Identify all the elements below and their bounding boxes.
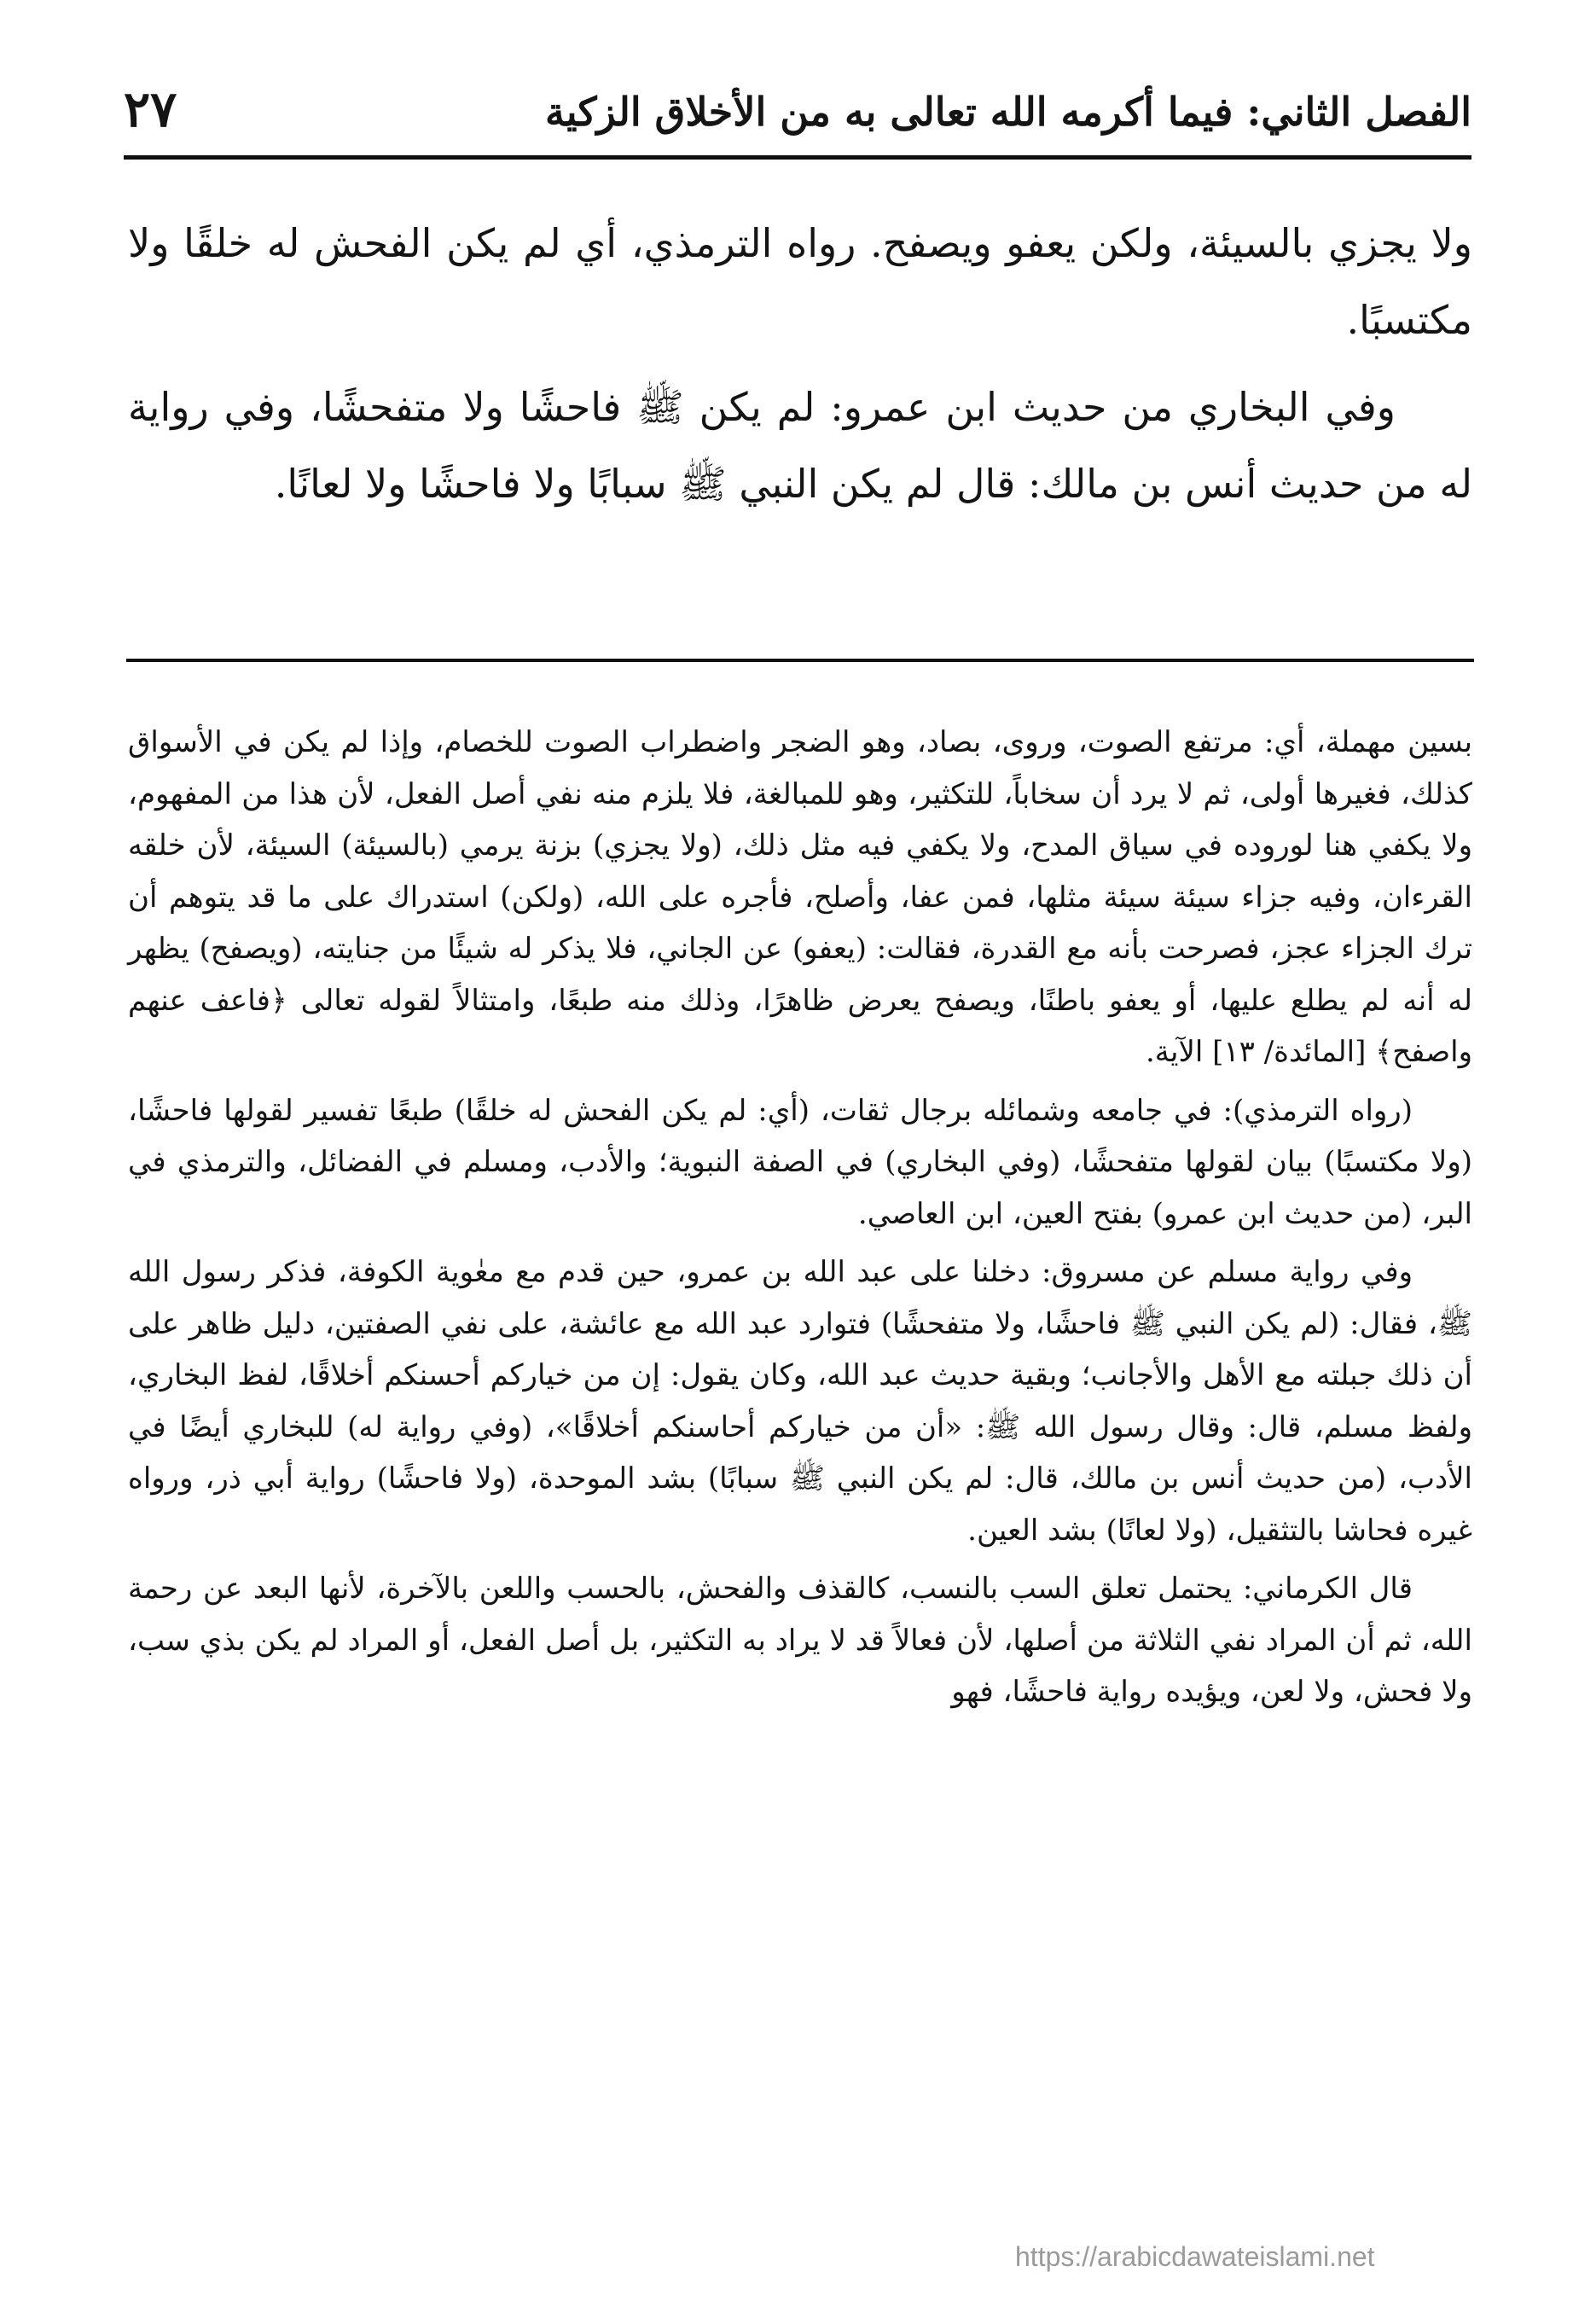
commentary-paragraph-2: (رواه الترمذي): في جامعه وشمائله برجال ثقات، (أي: لم يكن الفحش له خلقًا) طبعًا تفسير لقولها فاحشًا، (ولا مكتسبًا) بيان لقولها متفحشًا، (وفي البخاري) في الصفة النبوية؛ والأدب، ومسلم في الفضائل، والترمذي في البر، (من حديث ابن عمرو) بفتح العين، ابن العاصي.: [128, 1093, 1472, 1231]
commentary-paragraph-3: وفي رواية مسلم عن مسروق: دخلنا على عبد الله بن عمرو، حين قدم مع معٰوية الكوفة، فذكر رسول الله ﷺ، فقال: (لم يكن النبي ﷺ فاحشًا، ولا متفحشًا) فتوارد عبد الله مع عائشة، على نفي الصفتين، دليل ظاهر على أن ذلك جبلته مع الأهل والأجانب؛ وبقية حديث عبد الله، وكان يقول: إن من خياركم أحسنكم أخلاقًا، لفظ البخاري، ولفظ مسلم، قال: وقال رسول الله ﷺ: «أن من خياركم أحاسنكم أخلاقًا»، (وفي رواية له) للبخاري أيضًا في الأدب، (من حديث أنس بن مالك، قال: لم يكن النبي ﷺ سبابًا) بشد الموحدة، (ولا فاحشًا) رواية أبي ذر، ورواه غيره فحاشا بالتثقيل، (ولا لعانًا) بشد العين.: [128, 1255, 1472, 1548]
main-paragraph-2: وفي البخاري من حديث ابن عمرو: لم يكن ﷺ فاحشًا ولا متفحشًا، وفي رواية له من حديث أنس بن مالك: قال لم يكن النبي ﷺ سبابًا ولا فاحشًا ولا لعانًا.: [128, 384, 1472, 507]
chapter-title: الفصل الثاني: فيما أكرمه الله تعالى به من الأخلاق الزكية: [545, 89, 1471, 135]
commentary-paragraph-1: بسين مهملة، أي: مرتفع الصوت، وروى، بصاد، وهو الضجر واضطراب الصوت للخصام، وإذا لم يكن في الأسواق كذلك، فغيرها أولى، ثم لا يرد أن سخاباً، للتكثير، وهو للمبالغة، فلا يلزم منه نفي أصل الفعل، لأن هذا من المفهوم، ولا يكفي هنا لوروده في سياق المدح، ولا يكفي فيه مثل ذلك، (ولا يجزي) بزنة يرمي (بالسيئة) السيئة، لأن خلقه القرءان، وفيه جزاء سيئة سيئة مثلها، فمن عفا، وأصلح، فأجره على الله، (ولكن) استدراك على ما قد يتوهم أن ترك الجزاء عجز، فصرحت بأنه مع القدرة، فقالت: (يعفو) عن الجاني، فلا يذكر له شيئًا من جنايته، (ويصفح) يظهر له أنه لم يطلع عليها، أو يعفو باطنًا، ويصفح يعرض ظاهرًا، وذلك منه طبعًا، وامتثالاً لقوله تعالى ﴿فاعف عنهم واصفح﴾ [المائدة/ ١٣] الآية.: [128, 725, 1472, 1069]
page-number: ٢٧: [124, 80, 177, 138]
commentary-block: [128, 717, 1472, 1725]
watermark-url: https://arabicdawateislami.net: [1015, 2241, 1375, 2272]
commentary-divider: [126, 659, 1474, 662]
header-divider: [124, 155, 1471, 160]
page-header: [124, 77, 1471, 154]
main-text-block: [128, 205, 1472, 532]
main-paragraph-1: ولا يجزي بالسيئة، ولكن يعفو ويصفح. رواه الترمذي، أي لم يكن الفحش له خلقًا ولا مكتسبًا.: [128, 220, 1473, 343]
commentary-paragraph-4: قال الكرماني: يحتمل تعلق السب بالنسب، كالقذف والفحش، بالحسب واللعن بالآخرة، لأنها البعد عن رحمة الله، ثم أن المراد نفي الثلاثة من أصلها، لأن فعالاً قد لا يراد به التكثير، بل أصل الفعل، أو المراد لم يكن بذي سب، ولا فحش، ولا لعن، ويؤيده رواية فاحشًا، فهو: [128, 1572, 1472, 1709]
